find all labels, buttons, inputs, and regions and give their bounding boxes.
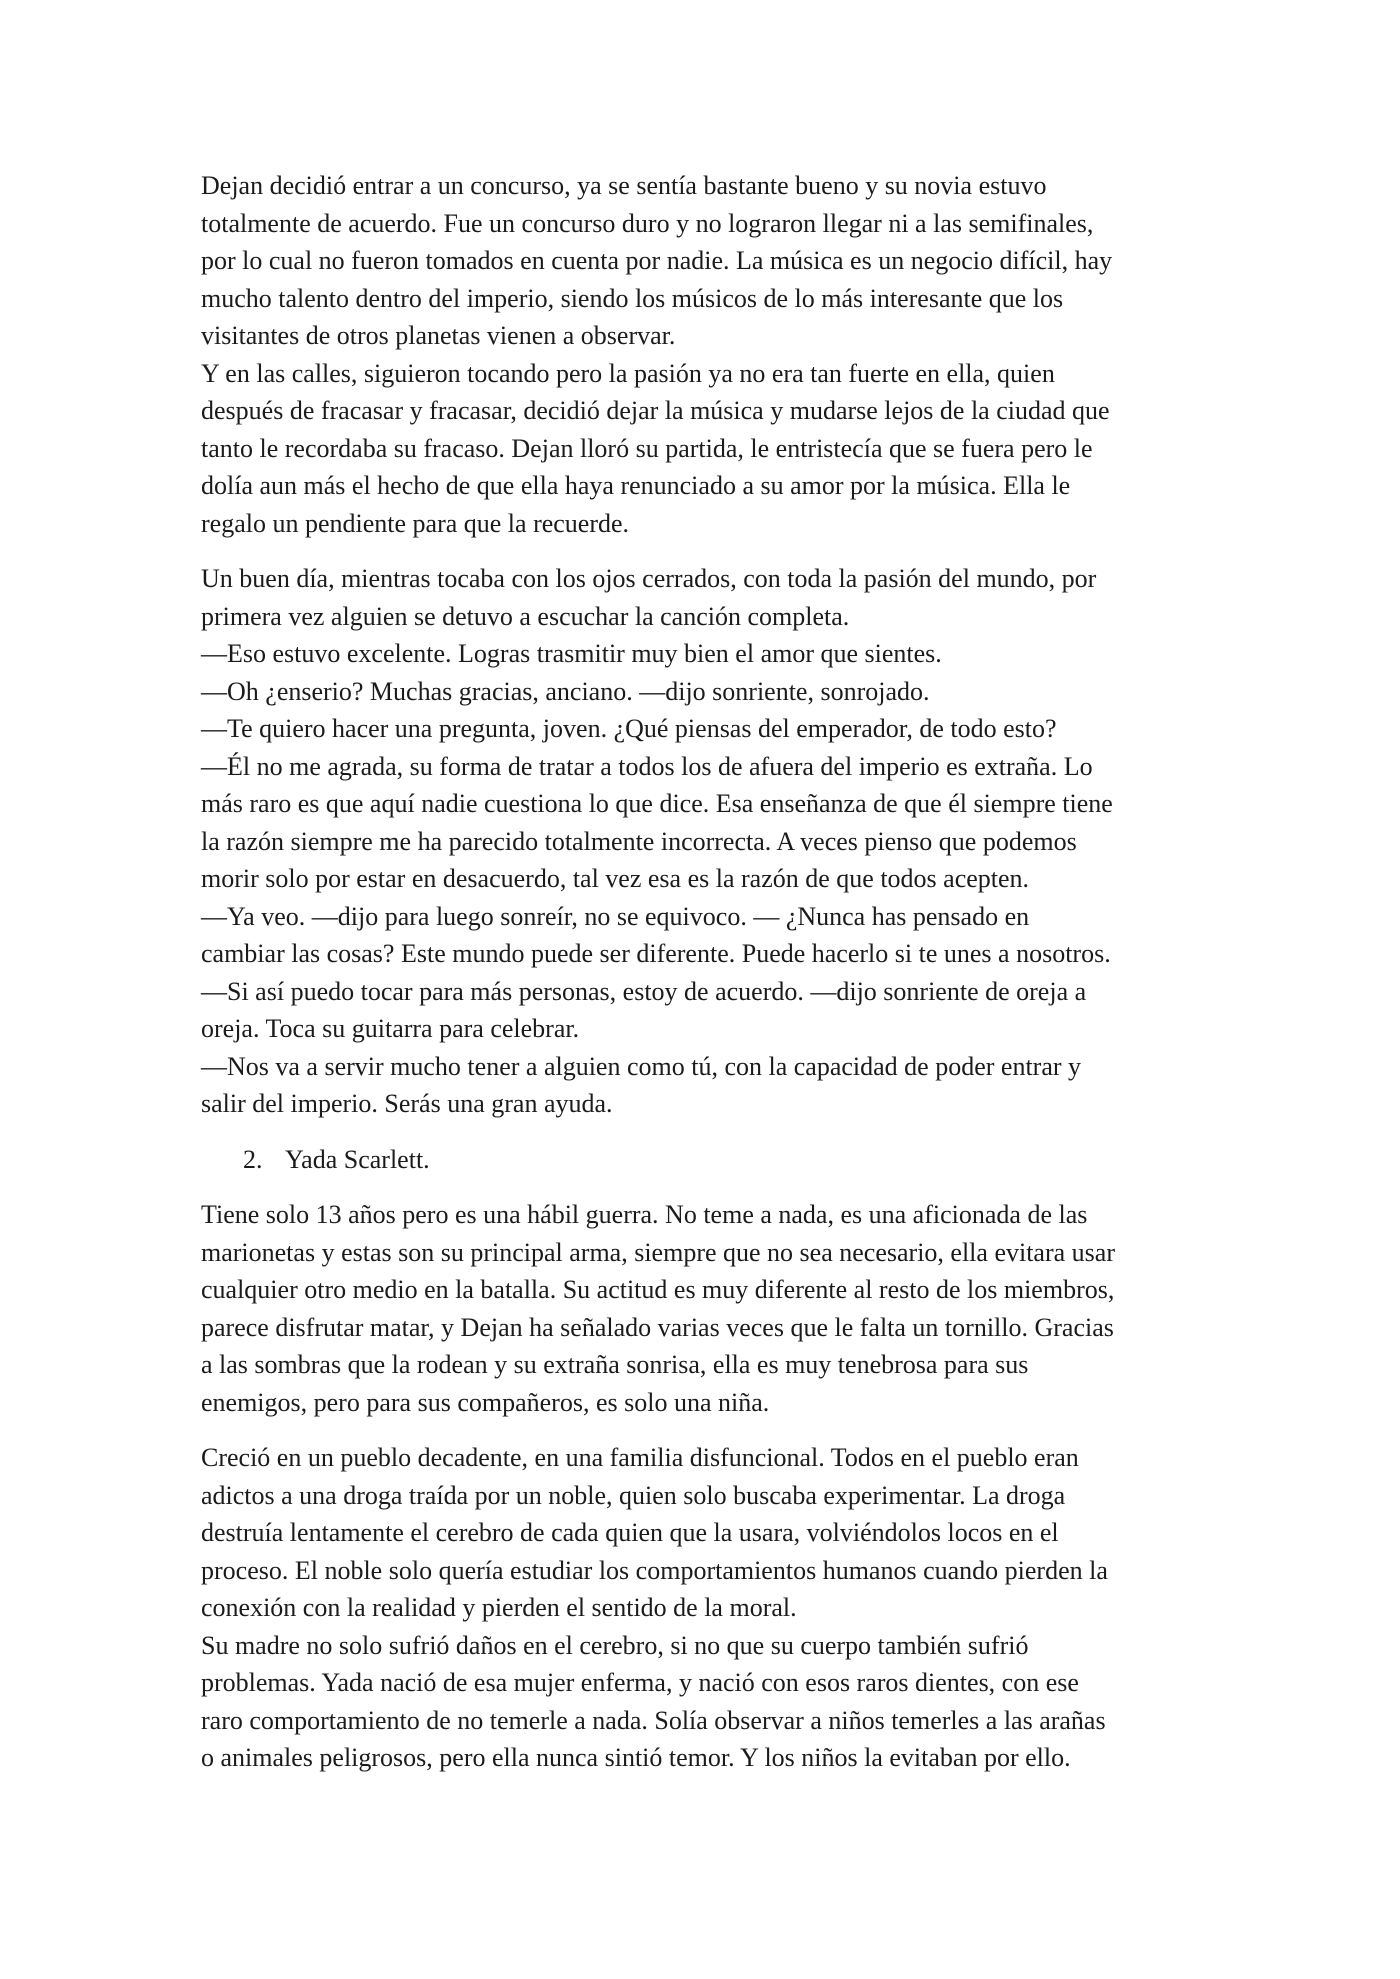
text-line: —Si así puedo tocar para más personas, estoy de acuerdo. —dijo sonriente de oreja a xyxy=(201,976,1087,1006)
text-line: —Te quiero hacer una pregunta, joven. ¿Qué piensas del emperador, de todo esto? xyxy=(201,714,1057,743)
text-line: —Ya veo. —dijo para luego sonreír, no se equivoco. — ¿Nunca has pensado en xyxy=(201,901,1030,931)
text-line: raro comportamiento de no temerle a nada. Solía observar a niños temerles a las arañas xyxy=(201,1705,1106,1735)
text-line: problemas. Yada nació de esa mujer enferma, y nació con esos raros dientes, con ese xyxy=(201,1668,1079,1697)
text-line: parece disfrutar matar, y Dejan ha señalado varias veces que le falta un tornillo. Gracias xyxy=(201,1312,1114,1342)
text-line: o animales peligrosos, pero ella nunca sintió temor. Y los niños la evitaban por ello. xyxy=(201,1743,1071,1772)
text-line: Un buen día, mientras tocaba con los ojos cerrados, con toda la pasión del mundo, por xyxy=(201,564,1097,593)
text-line: adictos a una droga traída por un noble, quien solo buscaba experimentar. La droga xyxy=(201,1480,1066,1510)
text-line: destruía lentamente el cerebro de cada quien que la usara, volviéndolos locos en el xyxy=(201,1518,1059,1547)
text-line: primera vez alguien se detuvo a escuchar la canción completa. xyxy=(201,601,850,631)
document-body xyxy=(201,167,1201,1795)
text-line: oreja. Toca su guitarra para celebrar. xyxy=(201,1014,580,1043)
text-line: Y en las calles, siguieron tocando pero la pasión ya no era tan fuerte en ella, quien xyxy=(201,358,1055,388)
text-line: la razón siempre me ha parecido totalmente incorrecta. A veces pienso que podemos xyxy=(201,826,1077,856)
text-line: marionetas y estas son su principal arma, siempre que no sea necesario, ella evitara usar xyxy=(201,1237,1115,1267)
text-line: cualquier otro medio en la batalla. Su actitud es muy diferente al resto de los miembros, xyxy=(201,1275,1115,1304)
text-line: por lo cual no fueron tomados en cuenta por nadie. La música es un negocio difícil, hay xyxy=(201,246,1113,275)
text-line: más raro es que aquí nadie cuestiona lo que dice. Esa enseñanza de que él siempre tiene xyxy=(201,789,1113,818)
section-title: Yada Scarlett. xyxy=(285,1144,430,1174)
text-line: cambiar las cosas? Este mundo puede ser diferente. Puede hacerlo si te unes a nosotros. xyxy=(201,939,1111,968)
paragraph xyxy=(201,560,1201,1123)
text-line: —Eso estuvo excelente. Logras trasmitir muy bien el amor que sientes. xyxy=(201,639,942,668)
text-line: mucho talento dentro del imperio, siendo los músicos de lo más interesante que los xyxy=(201,283,1064,313)
paragraph xyxy=(201,1196,1201,1421)
text-line: tanto le recordaba su fracaso. Dejan lloró su partida, le entristecía que se fuera pero le xyxy=(201,433,1093,463)
text-line: Su madre no solo sufrió daños en el cerebro, si no que su cuerpo también sufrió xyxy=(201,1630,1029,1660)
paragraph xyxy=(201,167,1201,542)
section-heading xyxy=(201,1141,1201,1179)
text-line: regalo un pendiente para que la recuerde. xyxy=(201,508,630,538)
text-line: dolía aun más el hecho de que ella haya renunciado a su amor por la música. Ella le xyxy=(201,471,1071,500)
text-line: proceso. El noble solo quería estudiar los comportamientos humanos cuando pierden la xyxy=(201,1555,1108,1585)
text-line: morir solo por estar en desacuerdo, tal vez esa es la razón de que todos acepten. xyxy=(201,864,1030,893)
text-line: Tiene solo 13 años pero es una hábil guerra. No teme a nada, es una aficionada de las xyxy=(201,1200,1088,1229)
text-line: visitantes de otros planetas vienen a observar. xyxy=(201,321,676,350)
paragraph xyxy=(201,1439,1201,1777)
list-number: 2. xyxy=(243,1144,263,1174)
text-line: Dejan decidió entrar a un concurso, ya se sentía bastante bueno y su novia estuvo xyxy=(201,171,1047,200)
text-line: —Nos va a servir mucho tener a alguien como tú, con la capacidad de poder entrar y xyxy=(201,1051,1082,1081)
text-line: enemigos, pero para sus compañeros, es solo una niña. xyxy=(201,1387,770,1417)
text-line: —Él no me agrada, su forma de tratar a todos los de afuera del imperio es extraña. Lo xyxy=(201,751,1093,781)
text-line: después de fracasar y fracasar, decidió dejar la música y mudarse lejos de la ciudad que xyxy=(201,396,1110,425)
text-line: —Oh ¿enserio? Muchas gracias, anciano. —dijo sonriente, sonrojado. xyxy=(201,676,930,706)
text-line: Creció en un pueblo decadente, en una familia disfuncional. Todos en el pueblo eran xyxy=(201,1443,1079,1472)
text-line: totalmente de acuerdo. Fue un concurso duro y no lograron llegar ni a las semifinales, xyxy=(201,208,1094,238)
text-line: conexión con la realidad y pierden el sentido de la moral. xyxy=(201,1593,797,1622)
text-line: a las sombras que la rodean y su extraña sonrisa, ella es muy tenebrosa para sus xyxy=(201,1350,1029,1379)
text-line: salir del imperio. Serás una gran ayuda. xyxy=(201,1089,613,1118)
